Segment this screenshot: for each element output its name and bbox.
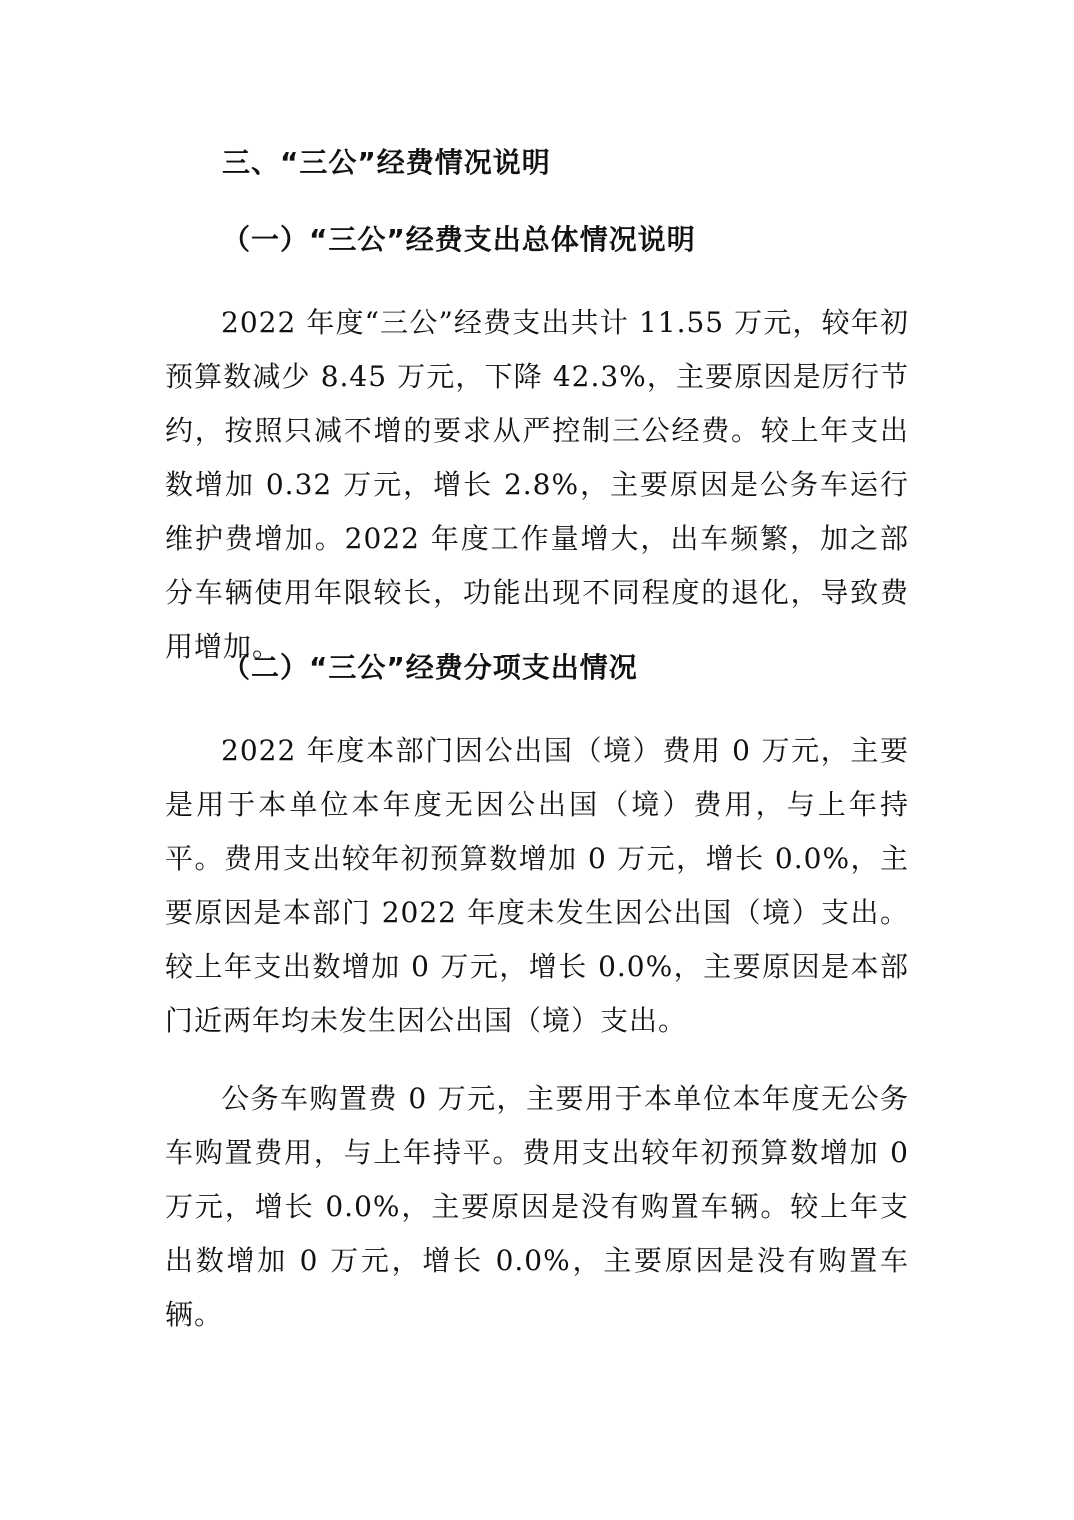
section-title: 三、“三公”经费情况说明: [222, 146, 551, 179]
subsection-title-overall: （一）“三公”经费支出总体情况说明: [222, 223, 696, 256]
paragraph-overall-summary: 2022 年度“三公”经费支出共计 11.55 万元，较年初预算数减少 8.45 万元，下降 42.3%，主要原因是厉行节约，按照只减不增的要求从严控制三公经费。较上年支出数增加 0.32 万元，增长 2.8%，主要原因是公务车运行维护费增加。2022 年度工作量增大，出车频繁，加之部分车辆使用年限较长，功能出现不同程度的退化，导致费用增加。: [165, 306, 909, 663]
paragraph-overseas-travel: 2022 年度本部门因公出国（境）费用 0 万元，主要是用于本单位本年度无因公出国（境）费用，与上年持平。费用支出较年初预算数增加 0 万元，增长 0.0%，主要原因是本部门 2022 年度未发生因公出国（境）支出。较上年支出数增加 0 万元，增长 0.0%，主要原因是本部门近两年均未发生因公出国（境）支出。: [165, 734, 909, 1037]
subsection-title-itemized: （二）“三公”经费分项支出情况: [222, 651, 638, 684]
paragraph-vehicle-purchase: 公务车购置费 0 万元，主要用于本单位本年度无公务车购置费用，与上年持平。费用支出较年初预算数增加 0 万元，增长 0.0%，主要原因是没有购置车辆。较上年支出数增加 0 万元，增长 0.0%，主要原因是没有购置车辆。: [165, 1082, 909, 1331]
